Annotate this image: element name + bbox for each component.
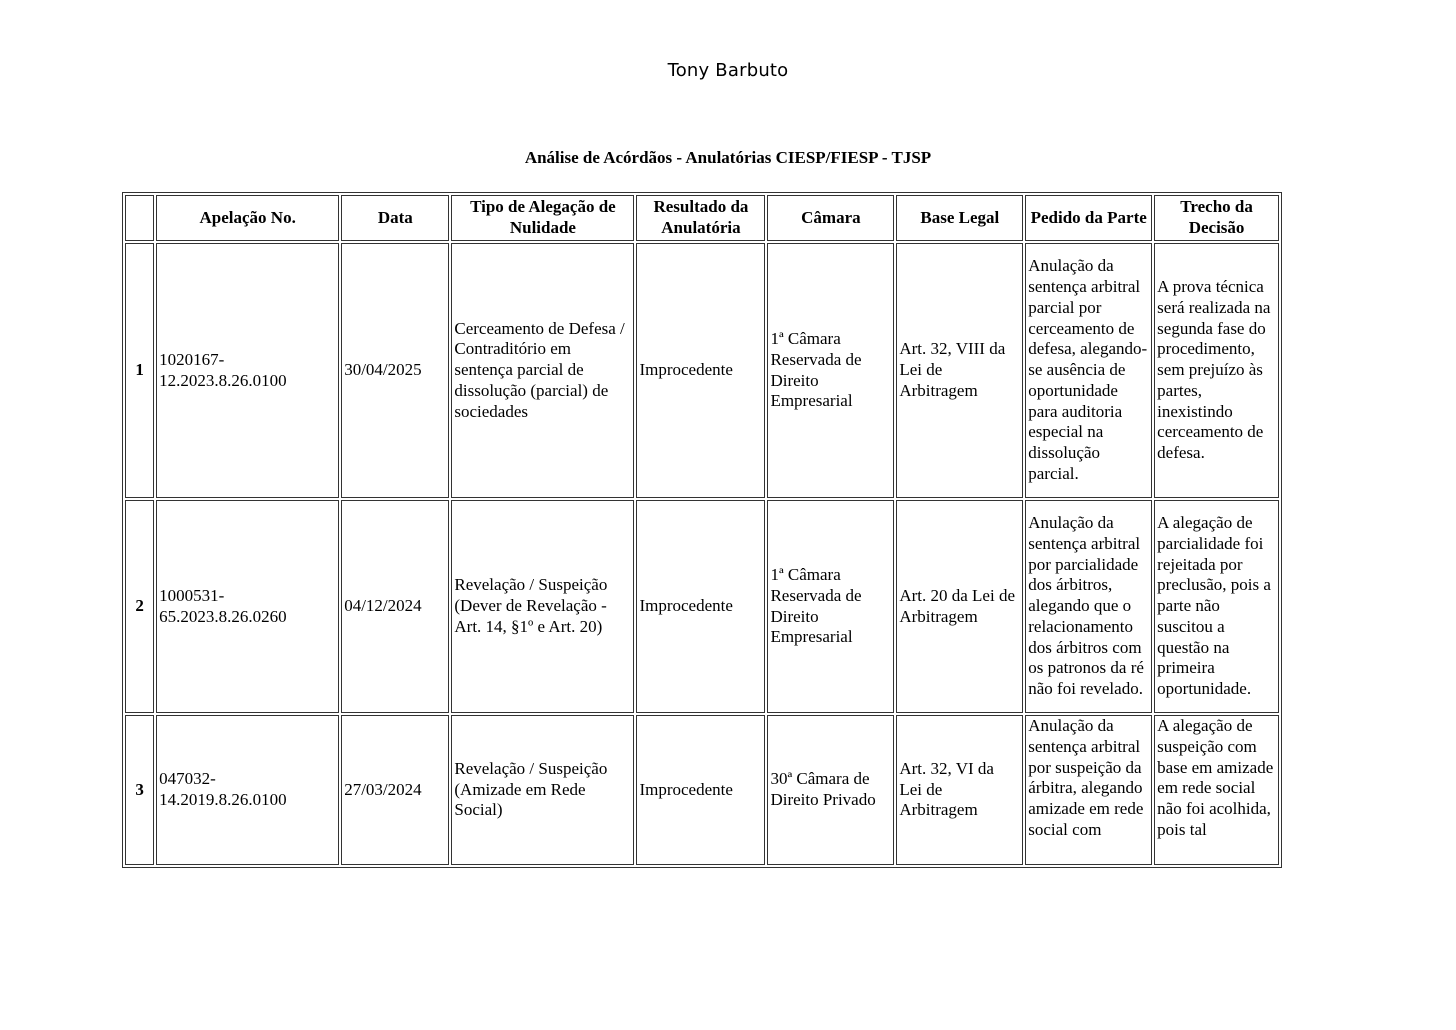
header-camara: Câmara	[767, 195, 894, 241]
cell-data: 04/12/2024	[341, 500, 449, 713]
table-row	[125, 715, 1279, 865]
cell-base-legal: Art. 32, VIII da Lei de Arbitragem	[896, 243, 1023, 498]
document-title: Análise de Acórdãos - Anulatórias CIESP/FIESP - TJSP	[524, 148, 932, 167]
cell-tipo: Revelação / Suspeição (Amizade em Rede Social)	[451, 715, 634, 865]
row-index: 3	[125, 715, 154, 865]
cell-trecho-text: A alegação de suspeição com base em amizade em rede social não foi acolhida, pois tal	[1157, 716, 1274, 839]
header-pedido: Pedido da Parte	[1025, 195, 1152, 241]
cell-apelacao: 047032-14.2019.8.26.0100	[156, 715, 339, 865]
header-tipo: Tipo de Alegação de Nulidade	[451, 195, 634, 241]
header-apelacao: Apelação No.	[156, 195, 339, 241]
cell-apelacao: 1020167-12.2023.8.26.0100	[156, 243, 339, 498]
header-row	[125, 195, 1279, 241]
cell-pedido-text: Anulação da sentença arbitral por suspeição da árbitra, alegando amizade em rede social com	[1028, 716, 1144, 839]
acordaos-table	[122, 192, 1282, 868]
cell-pedido	[1025, 715, 1152, 865]
cell-data: 27/03/2024	[341, 715, 449, 865]
header-data: Data	[341, 195, 449, 241]
cell-trecho	[1154, 715, 1279, 865]
cell-base-legal: Art. 20 da Lei de Arbitragem	[896, 500, 1023, 713]
table-row	[125, 243, 1279, 498]
cell-base-legal: Art. 32, VI da Lei de Arbitragem	[896, 715, 1023, 865]
cell-pedido: Anulação da sentença arbitral parcial por cerceamento de defesa, alegando-se ausência de oportunidade para auditoria especial na dissolução parcial.	[1025, 243, 1152, 498]
cell-apelacao: 1000531-65.2023.8.26.0260	[156, 500, 339, 713]
cell-tipo: Revelação / Suspeição (Dever de Revelação - Art. 14, §1º e Art. 20)	[451, 500, 634, 713]
header-index	[125, 195, 154, 241]
table-row	[125, 500, 1279, 713]
header-trecho: Trecho da Decisão	[1154, 195, 1279, 241]
cell-resultado: Improcedente	[636, 243, 765, 498]
cell-camara: 1ª Câmara Reservada de Direito Empresarial	[767, 500, 894, 713]
cell-pedido: Anulação da sentença arbitral por parcialidade dos árbitros, alegando que o relacionamento dos árbitros com os patronos da ré não foi revelado.	[1025, 500, 1152, 713]
cell-tipo: Cerceamento de Defesa / Contraditório em sentença parcial de dissolução (parcial) de sociedades	[451, 243, 634, 498]
row-index: 1	[125, 243, 154, 498]
header-resultado: Resultado da Anulatória	[636, 195, 765, 241]
author-name: Tony Barbuto	[667, 60, 789, 81]
cell-resultado: Improcedente	[636, 715, 765, 865]
cell-trecho: A prova técnica será realizada na segunda fase do procedimento, sem prejuízo às partes, inexistindo cerceamento de defesa.	[1154, 243, 1279, 498]
cell-data: 30/04/2025	[341, 243, 449, 498]
cell-resultado: Improcedente	[636, 500, 765, 713]
row-index: 2	[125, 500, 154, 713]
header-base-legal: Base Legal	[896, 195, 1023, 241]
cell-camara: 30ª Câmara de Direito Privado	[767, 715, 894, 865]
cell-camara: 1ª Câmara Reservada de Direito Empresarial	[767, 243, 894, 498]
cell-trecho: A alegação de parcialidade foi rejeitada por preclusão, pois a parte não suscitou a questão na primeira oportunidade.	[1154, 500, 1279, 713]
